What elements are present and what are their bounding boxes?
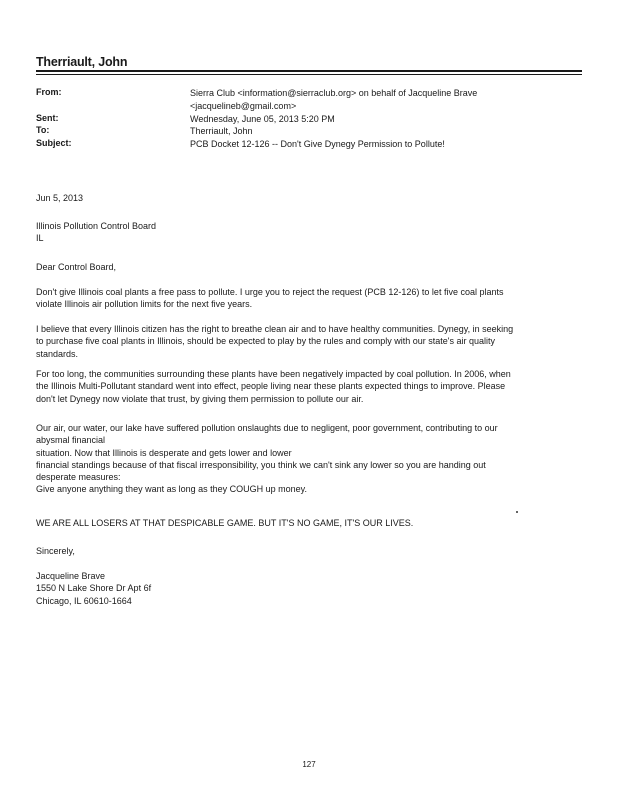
- paragraph-4: [36, 422, 582, 496]
- paragraph-5: [36, 517, 582, 529]
- paragraph-line: to purchase five coal plants in Illinois, should be expected to play by the rules and comply with our state's air quality: [36, 336, 495, 347]
- paragraph-line: Our air, our water, our lake have suffered pollution onslaughts due to negligent, poor government, contributing to our: [36, 423, 498, 433]
- salutation: [36, 261, 582, 273]
- from-label: From:: [36, 87, 62, 97]
- to-label: To:: [36, 125, 50, 135]
- paragraph-line: financial standings because of that fiscal irresponsibility, you think we can't sink any lower so you are handing out: [36, 459, 486, 470]
- paragraph-3: [36, 368, 582, 405]
- subject-value: PCB Docket 12-126 -- Don't Give Dynegy Permission to Pollute!: [190, 139, 445, 149]
- closing: [36, 545, 582, 557]
- signature-block: [36, 570, 582, 607]
- mailbox-owner-name: Therriault, John: [36, 55, 128, 69]
- signature-line: Jacqueline Brave: [36, 571, 106, 581]
- scan-speck: [516, 511, 518, 513]
- from-value: Sierra Club <information@sierraclub.org> on behalf of Jacqueline Brave <jacquelineb@gmail.com>: [190, 88, 478, 111]
- header-divider-thick: [36, 70, 582, 72]
- to-value: Therriault, John: [190, 126, 253, 136]
- recipient-line: IL: [36, 233, 44, 244]
- paragraph-line: I believe that every Illinois citizen has the right to breathe clean air and to have healthy communities. Dynegy, in seeking: [36, 324, 514, 334]
- letter-date: [36, 192, 582, 204]
- paragraph-line: For too long, the communities surrounding these plants have been negatively impacted by coal pollution. In 2006, when: [36, 369, 511, 379]
- paragraph-line: WE ARE ALL LOSERS AT THAT DESPICABLE GAME. BUT IT'S NO GAME, IT'S OUR LIVES.: [36, 518, 414, 528]
- paragraph-line: the Illinois Multi-Pollutant standard went into effect, people living near these plants expected things to improve. Please: [36, 381, 506, 392]
- paragraph-line: Give anyone anything they want as long as they COUGH up money.: [36, 484, 307, 495]
- letter-date-line: Jun 5, 2013: [36, 193, 84, 203]
- signature-line: 1550 N Lake Shore Dr Apt 6f: [36, 583, 152, 594]
- paragraph-line: don't let Dynegy now violate that trust, by giving them permission to pollute our air.: [36, 393, 364, 404]
- salutation-line: Dear Control Board,: [36, 262, 117, 272]
- paragraph-2: [36, 323, 582, 360]
- closing-line: Sincerely,: [36, 546, 75, 556]
- paragraph-line: abysmal financial: [36, 435, 106, 446]
- paragraph-line: Don't give Illinois coal plants a free pass to pollute. I urge you to reject the request (PCB 12-126) to let five coal plants: [36, 287, 504, 297]
- paragraph-line: standards.: [36, 348, 79, 359]
- paragraph-line: desperate measures:: [36, 472, 121, 483]
- paragraph-line: situation. Now that Illinois is desperate and gets lower and lower: [36, 447, 292, 458]
- paragraph-line: violate Illinois air pollution limits for the next five years.: [36, 299, 253, 310]
- sent-label: Sent:: [36, 113, 59, 123]
- signature-line: Chicago, IL 60610-1664: [36, 595, 132, 606]
- sent-value: Wednesday, June 05, 2013 5:20 PM: [190, 114, 335, 124]
- subject-label: Subject:: [36, 138, 72, 148]
- recipient-block: [36, 220, 582, 245]
- paragraph-1: [36, 286, 582, 311]
- page-number: 127: [302, 760, 316, 769]
- header-divider-thin: [36, 74, 582, 75]
- recipient-line: Illinois Pollution Control Board: [36, 221, 157, 231]
